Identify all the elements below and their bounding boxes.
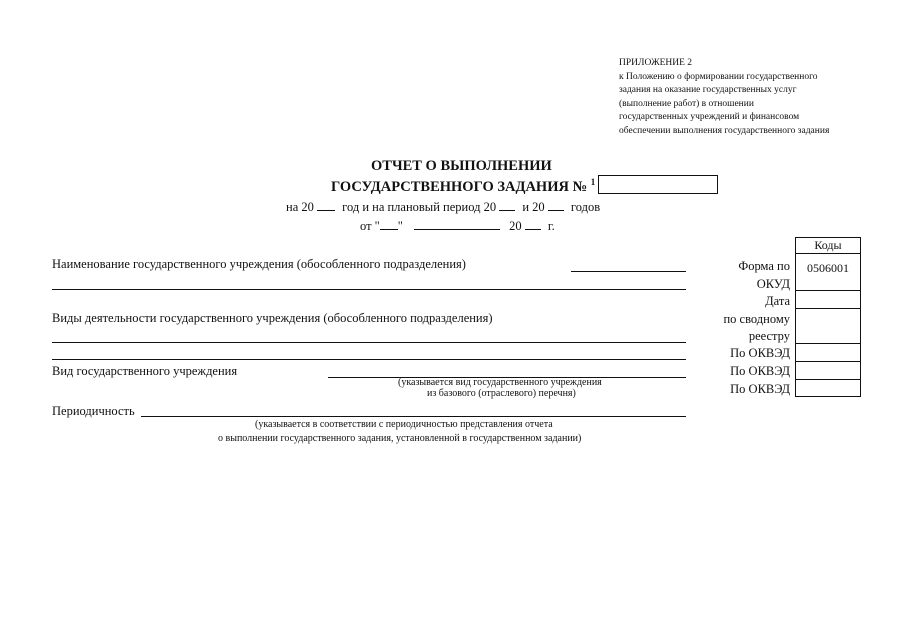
institution-type-hint-2: из базового (отраслевого) перечня) — [427, 388, 576, 399]
okud-code-cell[interactable]: 0506001 — [796, 254, 861, 291]
codes-table — [795, 237, 861, 397]
footnote-mark: 1 — [590, 177, 596, 187]
institution-name-label: Наименование государственного учреждения (обособленного подразделения) — [52, 257, 466, 271]
registry-label-2: реестру — [748, 329, 790, 343]
appendix-line: обеспечении выполнения государственного задания — [619, 125, 830, 136]
appendix-line: (выполнение работ) в отношении — [619, 98, 754, 109]
month-field[interactable] — [414, 217, 500, 230]
day-field[interactable] — [380, 217, 398, 230]
date-from: от " — [360, 219, 380, 233]
registry-label-1: по сводному — [723, 312, 790, 326]
activity-types-line-1[interactable] — [52, 342, 686, 343]
report-title-line2 — [331, 177, 595, 196]
okved-code-cell-2[interactable] — [796, 362, 861, 380]
periodicity-label: Периодичность — [52, 404, 135, 418]
okved-code-cell-1[interactable] — [796, 344, 861, 362]
institution-name-field[interactable] — [571, 271, 686, 272]
okud-label-2: ОКУД — [756, 277, 790, 291]
institution-type-label: Вид государственного учреждения — [52, 364, 238, 378]
date-code-label: Дата — [765, 294, 790, 308]
date-code-cell[interactable] — [796, 291, 861, 309]
period-and: и 20 — [522, 200, 545, 214]
okved-label-1: По ОКВЭД — [730, 346, 790, 360]
institution-name-line-2[interactable] — [52, 289, 686, 290]
report-title-text: ГОСУДАРСТВЕННОГО ЗАДАНИЯ № — [331, 178, 588, 195]
activity-types-label: Виды деятельности государственного учреждения (обособленного подразделения) — [52, 311, 493, 325]
okved-label-2: По ОКВЭД — [730, 364, 790, 378]
okved-label-3: По ОКВЭД — [730, 382, 790, 396]
okud-label-1: Форма по — [738, 259, 790, 273]
plan-year-2-field[interactable] — [548, 198, 564, 211]
year-field[interactable] — [317, 198, 335, 211]
date-line — [360, 217, 555, 234]
plan-year-1-field[interactable] — [499, 198, 515, 211]
period-line — [286, 198, 600, 215]
date-year-field[interactable] — [525, 217, 541, 230]
appendix-block — [619, 57, 829, 139]
periodicity-field[interactable] — [141, 416, 686, 417]
appendix-line: государственных учреждений и финансовом — [619, 112, 800, 123]
report-number-field[interactable] — [598, 175, 718, 194]
activity-types-line-2[interactable] — [52, 359, 686, 360]
registry-code-cell[interactable] — [796, 309, 861, 344]
codes-header: Коды — [796, 238, 861, 254]
date-quote: " — [397, 219, 403, 233]
date-twenty: 20 — [509, 219, 522, 233]
period-years: годов — [570, 200, 601, 214]
periodicity-hint-2: о выполнении государственного задания, установленной в государственном задании) — [218, 433, 582, 444]
appendix-line: к Положению о формировании государственного — [619, 71, 818, 82]
date-g: г. — [547, 219, 555, 233]
report-title-line1: ОТЧЕТ О ВЫПОЛНЕНИИ — [371, 158, 552, 174]
appendix-title: ПРИЛОЖЕНИЕ 2 — [619, 58, 693, 68]
periodicity-hint-1: (указывается в соответствии с периодичностью представления отчета — [255, 419, 553, 430]
period-on: на 20 — [286, 200, 314, 214]
okved-code-cell-3[interactable] — [796, 380, 861, 397]
period-plan: год и на плановый период 20 — [342, 200, 497, 214]
institution-type-hint-1: (указывается вид государственного учреждения — [398, 377, 602, 388]
appendix-line: задания на оказание государственных услуг — [619, 85, 797, 96]
